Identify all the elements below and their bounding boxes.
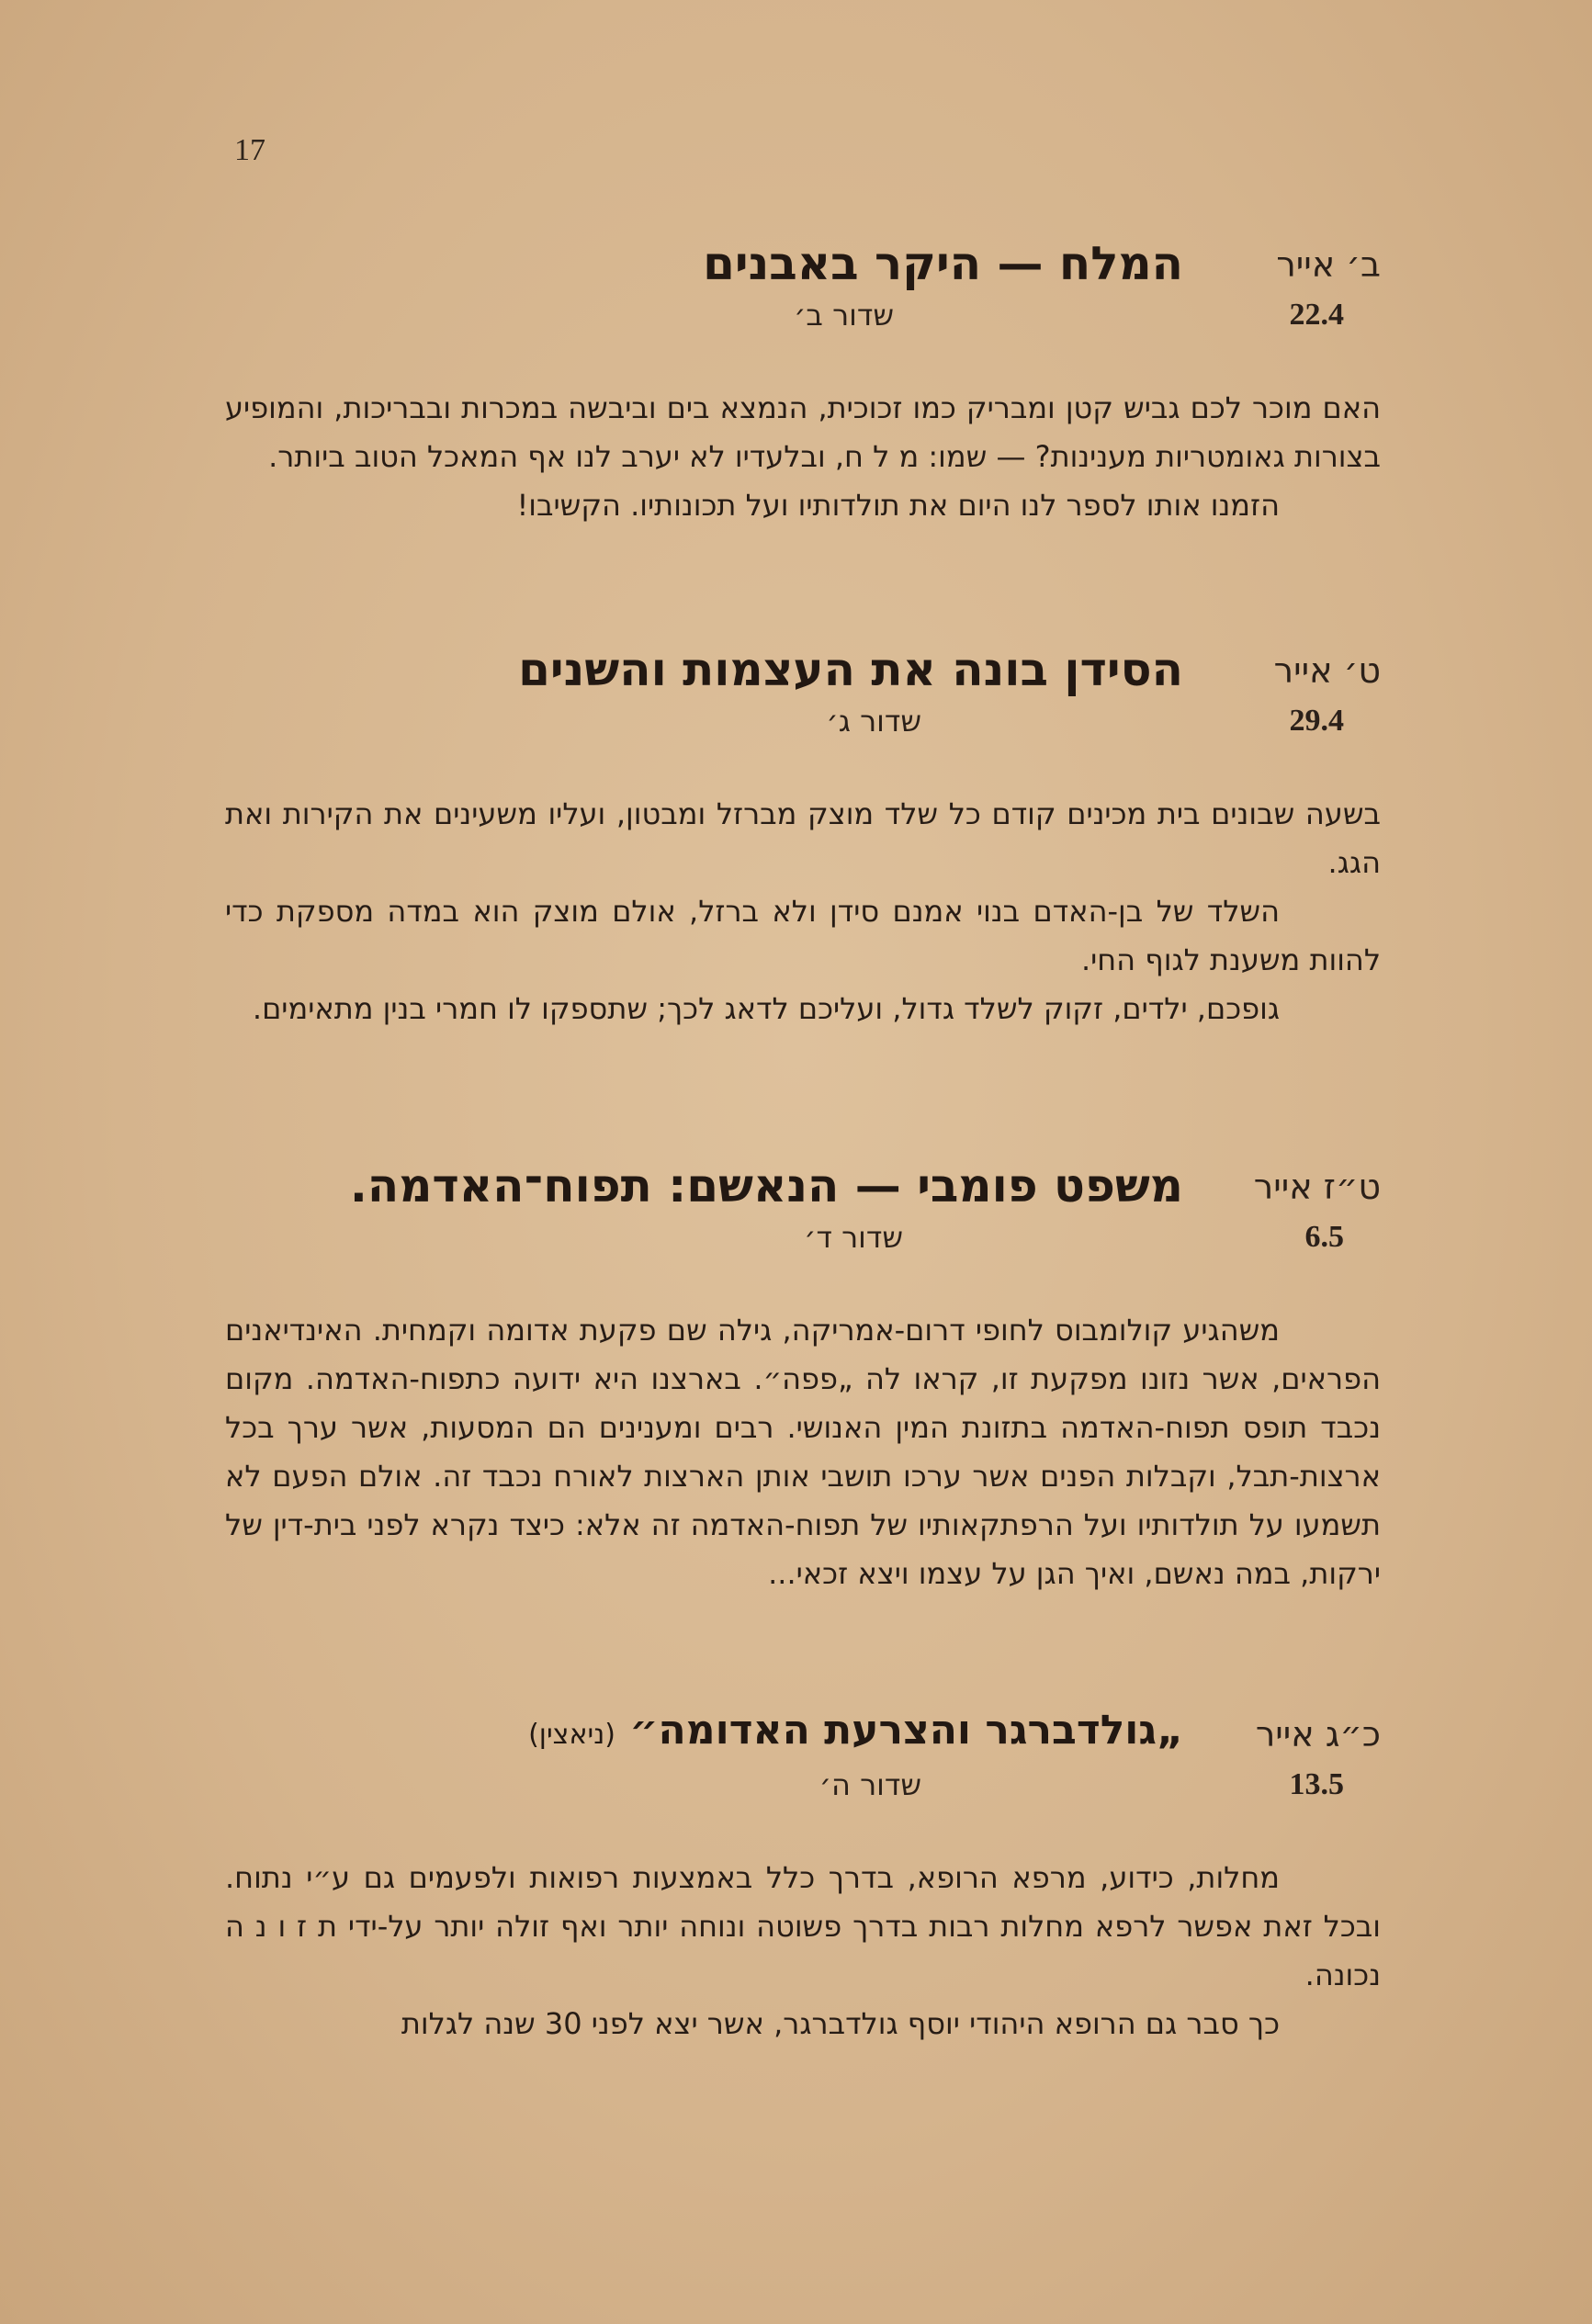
- title-note: (ניאצין): [528, 1719, 615, 1751]
- section-subheader: [225, 700, 1381, 753]
- section-goldberger: [225, 1707, 1381, 2048]
- section-body: [225, 790, 1381, 1033]
- page-number: 17: [234, 133, 265, 167]
- section-subheader: [225, 1216, 1381, 1269]
- date-number: 22.4: [1289, 298, 1344, 332]
- paragraph: בשעה שבונים בית מכינים קודם כל שלד מוצק מברזל ומבטון, ועליו משעינים את הקירות ואת הגג.: [225, 796, 1381, 880]
- section-body: [225, 1854, 1381, 2048]
- section-title: משפט פומבי — הנאשם: תפוח־האדמה.: [349, 1159, 1183, 1213]
- date-number: 6.5: [1304, 1220, 1344, 1254]
- section-potato: [225, 1159, 1381, 1598]
- section-salt: [225, 237, 1381, 530]
- paragraph: גופכם, ילדים, זקוק לשלד גדול, ועליכם לדאג לכך; שתספקו לו חמרי בנין מתאימים.: [252, 991, 1280, 1026]
- paragraph: הזמנו אותו לספר לנו היום את תולדותיו ועל תכונותיו. הקשיבו!: [516, 488, 1280, 523]
- section-title: [528, 1707, 1183, 1754]
- hebrew-date: כ״ג אייר: [1255, 1714, 1381, 1754]
- date-number: 29.4: [1289, 704, 1344, 738]
- section-header: [225, 643, 1381, 700]
- section-body: [225, 384, 1381, 530]
- section-body: [225, 1306, 1381, 1598]
- paragraph: משהגיע קולומבוס לחופי דרום-אמריקה, גילה שם פקעת אדומה וקמחית. האינדיאנים הפראים, אשר נזונו מפקעת זו, קראו לה „פפה״. בארצנו היא ידועה כתפוח-האדמה. מקום נכבד תופס תפוח-האדמה בתזונת המין האנושי. רבים ומענינים הם המסעות, אשר ערך בכל ארצות-תבל, וקבלות הפנים אשר ערכו תושבי אותן הארצות לאורח נכבד זה. אולם הפעם לא תשמעו על תולדותיו ועל הרפתקאותיו של תפוח-האדמה זה אלא: כיצד נקרא לפני בית-דין של ירקות, במה נאשם, ואיך הגן על עצמו ויצא זכאי...: [225, 1313, 1381, 1591]
- title-text: „גולדברגר והצרעת האדומה״: [629, 1707, 1183, 1754]
- broadcast-label: שדור ד׳: [804, 1220, 903, 1255]
- broadcast-label: שדור ג׳: [826, 704, 921, 739]
- hebrew-date: ב׳ אייר: [1276, 244, 1381, 285]
- paragraph: השלד של בן-האדם בנוי אמנם סידן ולא ברזל, אולם מוצק הוא במדה מספקת כדי להוות משענת לגוף החי.: [225, 894, 1381, 977]
- section-header: [225, 1159, 1381, 1216]
- date-number: 13.5: [1289, 1767, 1344, 1801]
- section-title: הסידן בונה את העצמות והשנים: [518, 643, 1183, 696]
- section-calcium: [225, 643, 1381, 1033]
- broadcast-label: שדור ב׳: [794, 298, 894, 333]
- section-subheader: [225, 294, 1381, 347]
- section-title: המלח — היקר באבנים: [703, 237, 1183, 290]
- paragraph: מחלות, כידוע, מרפא הרופא, בדרך כלל באמצעות רפואות ולפעמים גם ע״י נתוח. ובכל זאת אפשר לרפא מחלות רבות בדרך פשוטה ונוחה יותר ואף זולה יותר על-ידי ת ז ו נ ה נכונה.: [225, 1860, 1381, 1992]
- hebrew-date: ט׳ אייר: [1273, 650, 1381, 691]
- broadcast-label: שדור ה׳: [819, 1767, 921, 1802]
- hebrew-date: ט״ז אייר: [1253, 1167, 1381, 1207]
- section-subheader: [225, 1764, 1381, 1817]
- paragraph: האם מוכר לכם גביש קטן ומבריק כמו זכוכית, הנמצא בים וביבשה במכרות ובבריכות, והמופיע בצורות גאומטריות מענינות? — שמו: מ ל ח, ובלעדיו לא יערב לנו אף המאכל הטוב ביותר.: [225, 390, 1381, 474]
- paragraph: כך סבר גם הרופא היהודי יוסף גולדברגר, אשר יצא לפני 30 שנה לגלות: [401, 2006, 1280, 2041]
- section-header: [225, 1707, 1381, 1764]
- section-header: [225, 237, 1381, 294]
